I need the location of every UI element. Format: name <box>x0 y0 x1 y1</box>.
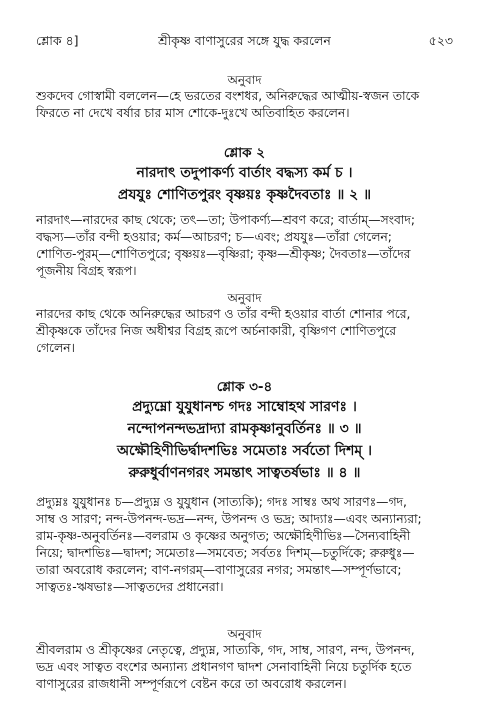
synonym-line: প্রদ্যুম্নঃ যুযুধানঃ চ—প্রদ্যুম্ন ও যুযুধান (সাত্যকি); গদঃ সাম্বঃ অথ সারণঃ—গদ, <box>36 495 407 509</box>
verse-title: শ্লোক ৩-৪ <box>216 379 273 395</box>
verse-title: শ্লোক ২ <box>223 145 266 161</box>
synonym-line: তারা অবরোধ করলেন; বাণ-নগরম্—বাণাসুরের নগর; সমন্তাৎ—সম্পূর্ণভাবে; <box>36 563 402 577</box>
synonym-line: শোণিত-পুরম্—শোণিতপুরে; বৃষ্ণয়ঃ—বৃষ্ণিরা; কৃষ্ণ—শ্রীকৃষ্ণ; দৈবতাঃ—তাঁদের <box>36 247 411 261</box>
translation-heading: অনুবাদ <box>227 291 262 305</box>
verse-line: নন্দোপনন্দভদ্রাদ্যা রামকৃষ্ণানুবর্তিনঃ ॥ ৩ ॥ <box>127 421 362 437</box>
synonym-line: পূজনীয় বিগ্রহ স্বরূপ। <box>36 264 137 278</box>
verse-line: প্রযযুঃ শোণিতপুরং বৃষ্ণয়ঃ কৃষ্ণদৈবতাঃ ॥ ২ ॥ <box>117 187 372 203</box>
translation-line: ফিরতে না দেখে বর্ষার চার মাস শোকে-দুঃখে অতিবাহিত করলেন। <box>36 106 350 120</box>
section-translation-3-4 <box>36 626 453 693</box>
page-number: ৫২৩ <box>428 33 453 48</box>
translation-line: শুকদেব গোস্বামী বললেন—হে ভরতের বংশধর, অনিরুদ্ধের আত্মীয়-স্বজন তাকে <box>36 89 420 103</box>
synonym-line: সাত্বতঃ-ঋষভাঃ—সাত্বতদের প্রধানেরা। <box>36 580 224 594</box>
word-for-word-3-4 <box>36 494 453 596</box>
section-verse-3-4 <box>36 378 453 484</box>
translation-line: শ্রীকৃষ্ণকে তাঁদের নিজ অধীশ্বর বিগ্রহ রূপে অর্চনাকারী, বৃষ্ণিগণ শোণিতপুরে <box>36 324 396 338</box>
translation-line: ভদ্র এবং সাত্বত বংশের অন্যান্য প্রধানগণ দ্বাদশ সেনাবাহিনী নিয়ে চতুর্দিক হতে <box>36 660 412 674</box>
translation-heading: অনুবাদ <box>227 73 262 87</box>
translation-line: গেলেন। <box>36 341 75 355</box>
synonym-line: নিয়ে; দ্বাদশভিঃ—দ্বাদশ; সমেতাঃ—সমবেত; সর্বতঃ দিশম্—চতুর্দিকে; রুরুধুঃ— <box>36 546 415 560</box>
header-chapter-title: শ্রীকৃষ্ণ বাণাসুরের সঙ্গে যুদ্ধ করলেন <box>158 33 331 48</box>
translation-heading: অনুবাদ <box>227 627 262 641</box>
synonym-line: নারদাৎ—নারদের কাছ থেকে; তৎ—তা; উপাকর্ণ্য—শ্রবণ করে; বার্তাম্—সংবাদ; <box>36 213 415 227</box>
verse-line: নারদাৎ তদুপাকর্ণ্য বার্তাং বদ্ধস্য কর্ম চ । <box>136 165 353 181</box>
header-verse-ref: শ্লোক ৪] <box>36 33 79 48</box>
synonym-line: বদ্ধস্য—তাঁর বন্দী হওয়ার; কর্ম—আচরণ; চ—এবং; প্রযযুঃ—তাঁরা গেলেন; <box>36 230 392 244</box>
word-for-word-2 <box>36 212 453 280</box>
verse-line: রুরুধুর্বাণনগরং সমন্তাৎ সাত্বতর্ষভাঃ ॥ ৪ ॥ <box>128 465 361 481</box>
verse-line: অক্ষৌহিণীভির্দ্বাদশভিঃ সমেতাঃ সর্বতো দিশম্ । <box>116 443 373 459</box>
translation-line: বাণাসুরের রাজধানী সম্পূর্ণরূপে বেষ্টন করে তা অবরোধ করলেন। <box>36 677 347 691</box>
section-verse-2 <box>36 144 453 206</box>
section-translation-2 <box>36 290 453 357</box>
synonym-line: সাম্ব ও সারণ; নন্দ-উপনন্দ-ভদ্র—নন্দ, উপনন্দ ও ভদ্র; আদ্যাঃ—এবং অন্যান্যরা; <box>36 512 422 526</box>
verse-line: প্রদ্যুম্নো যুযুধানশ্চ গদঃ সাম্বোহথ সারণঃ । <box>132 399 357 415</box>
section-translation-1 <box>36 72 453 122</box>
synonym-line: রাম-কৃষ্ণ-অনুবর্তিনঃ—বলরাম ও কৃষ্ণের অনুগত; অক্ষৌহিণীভিঃ—সৈন্যবাহিনী <box>36 529 411 543</box>
translation-line: শ্রীবলরাম ও শ্রীকৃষ্ণের নেতৃত্বে, প্রদ্যুম্ন, সাত্যকি, গদ, সাম্ব, সারণ, নন্দ, উপনন্দ, <box>36 643 415 657</box>
translation-line: নারদের কাছ থেকে অনিরুদ্ধের আচরণ ও তাঁর বন্দী হওয়ার বার্তা শোনার পরে, <box>36 307 411 321</box>
